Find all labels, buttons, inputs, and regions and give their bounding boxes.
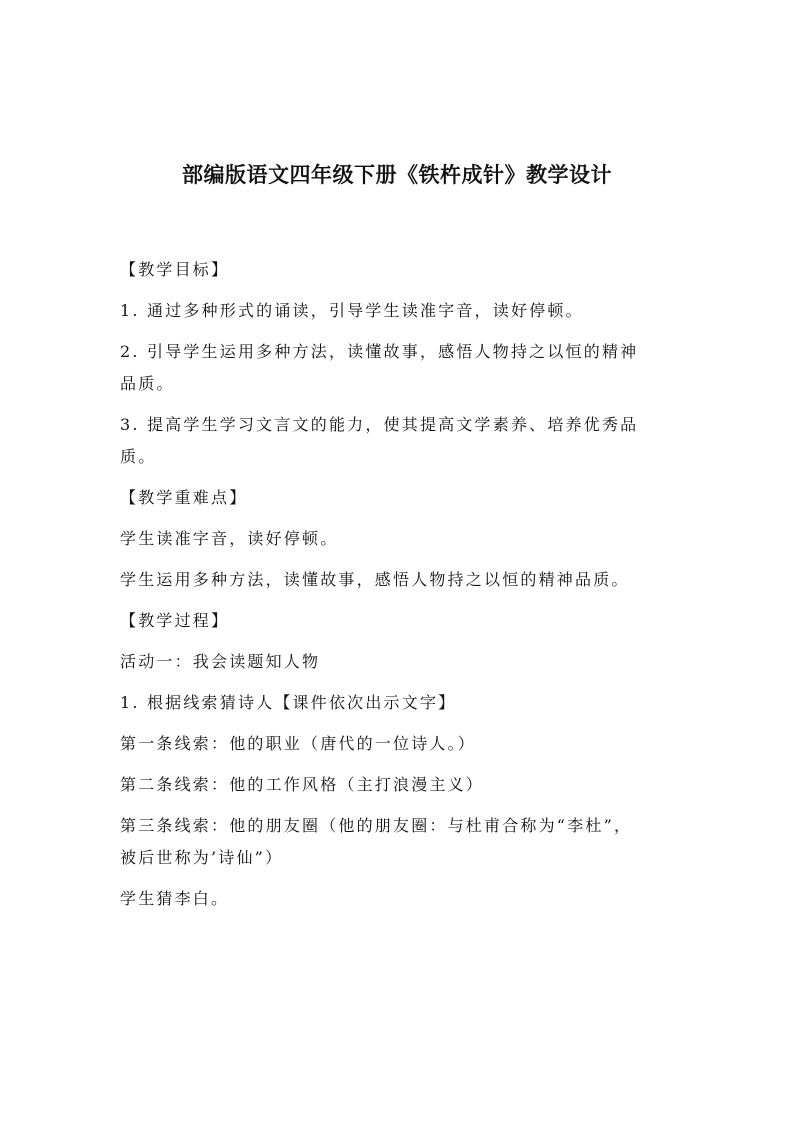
- activity-heading: 活动一：我会读题知人物: [120, 652, 321, 671]
- clue-3-continued: 被后世称为’诗仙”）: [120, 848, 284, 867]
- key-point-1: 学生读准字音，读好停顿。: [120, 529, 339, 548]
- document-title: 部编版语文四年级下册《铁杵成针》教学设计: [182, 163, 612, 187]
- document-body: [120, 254, 676, 915]
- key-point-2: 学生运用多种方法，读懂故事，感悟人物持之以恒的精神品质。: [120, 570, 630, 589]
- section-heading-objectives: 【教学目标】: [120, 260, 230, 279]
- clue-2: 第二条线索：他的工作风格（主打浪漫主义）: [120, 775, 485, 794]
- clue-3: 第三条线索：他的朋友圈（他的朋友圈：与杜甫合称为“李杜”，: [120, 816, 633, 835]
- objective-3-continued: 质。: [120, 447, 157, 466]
- objective-2-continued: 品质。: [120, 374, 175, 393]
- activity-step-1: 1. 根据线索猜诗人【课件依次出示文字】: [120, 693, 457, 712]
- student-guess: 学生猜李白。: [120, 889, 230, 908]
- objective-1: 1. 通过多种形式的诵读，引导学生读准字音，读好停顿。: [120, 301, 584, 320]
- section-heading-key-points: 【教学重难点】: [120, 488, 248, 507]
- objective-3: 3. 提高学生学习文言文的能力，使其提高文学素养、培养优秀品: [120, 415, 639, 434]
- clue-1: 第一条线索：他的职业（唐代的一位诗人。）: [120, 734, 477, 753]
- objective-2: 2. 引导学生运用多种方法，读懂故事，感悟人物持之以恒的精神: [120, 342, 639, 361]
- section-heading-process: 【教学过程】: [120, 611, 230, 630]
